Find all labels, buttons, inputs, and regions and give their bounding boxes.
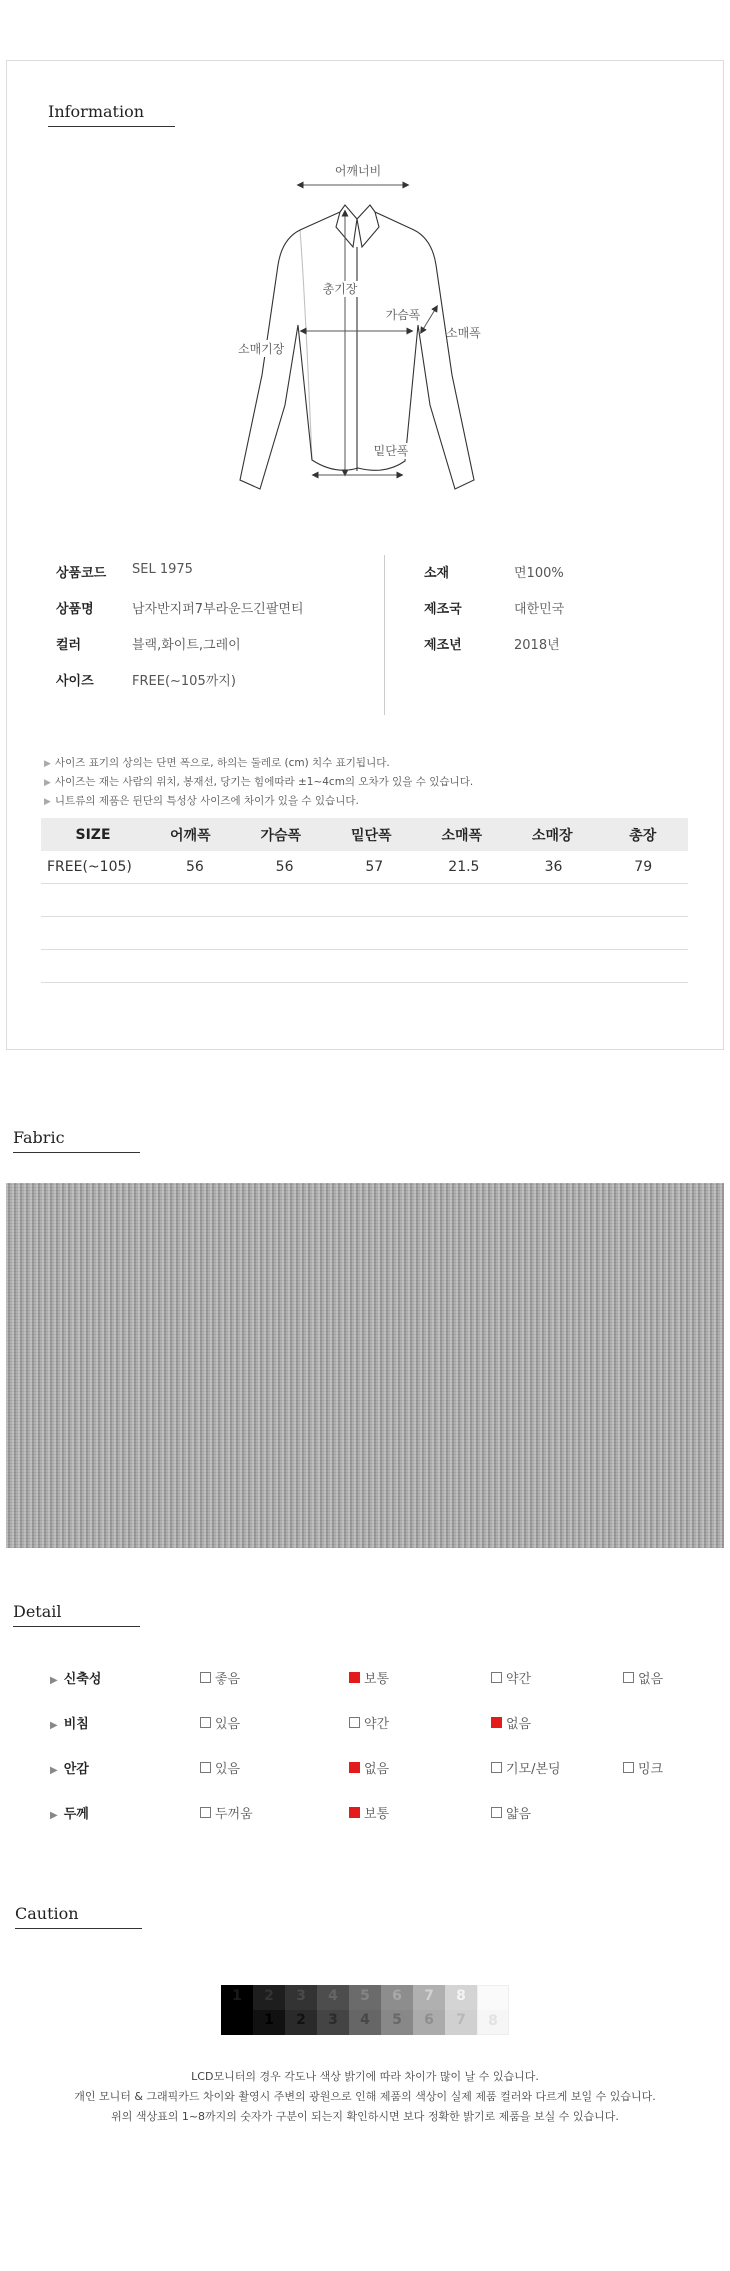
detail-option[interactable]: 기모/본딩 <box>491 1758 561 1777</box>
detail-label: ▶ 신축성 <box>50 1672 102 1687</box>
spec-key: 컬러 <box>56 638 82 653</box>
spec-key: 상품코드 <box>56 566 107 581</box>
detail-option[interactable]: 있음 <box>200 1713 240 1732</box>
table-row-empty <box>41 950 688 983</box>
detail-label: ▶ 비침 <box>50 1717 89 1732</box>
spec-value: 면100% <box>514 566 564 581</box>
fabric-swatch-image <box>6 1183 724 1548</box>
table-header-cell: 소매폭 <box>441 827 483 844</box>
size-table-header <box>41 818 688 851</box>
detail-option[interactable]: 없음 <box>491 1713 531 1732</box>
detail-option[interactable]: 좋음 <box>200 1668 240 1687</box>
table-row-empty <box>41 884 688 917</box>
caution-line: LCD모니터의 경우 각도나 색상 밝기에 따라 차이가 많이 날 수 있습니다. <box>191 2070 539 2083</box>
detail-option[interactable]: 없음 <box>349 1758 389 1777</box>
detail-title: Detail <box>13 1602 140 1627</box>
table-header-cell: 소매장 <box>531 827 573 844</box>
size-note: ▶ 니트류의 제품은 뒨단의 특성상 사이즈에 차이가 있을 수 있습니다. <box>44 795 359 807</box>
spec-key: 제조국 <box>424 602 462 617</box>
table-cell: 21.5 <box>448 859 480 875</box>
gray-swatch: 5 4 <box>349 1985 381 2035</box>
gray-scale-chart <box>221 1985 509 2035</box>
fabric-title: Fabric <box>13 1128 140 1153</box>
spec-value: SEL 1975 <box>132 562 193 577</box>
garment-diagram <box>200 155 530 505</box>
size-note: ▶ 사이즈 표기의 상의는 단면 폭으로, 하의는 둘레로 (cm) 치수 표기됩니다. <box>44 757 390 769</box>
detail-label: ▶ 두께 <box>50 1807 89 1822</box>
size-table <box>41 818 688 983</box>
gray-swatch: 8 7 <box>445 1985 477 2035</box>
detail-option[interactable]: 얇음 <box>491 1803 531 1822</box>
table-header-cell: 총장 <box>629 827 657 844</box>
table-cell: FREE(~105) <box>47 859 132 875</box>
detail-row-lining <box>0 1758 730 1782</box>
detail-option[interactable]: 없음 <box>623 1668 663 1687</box>
caution-line: 개인 모니터 & 그래픽카드 차이와 촬영시 주변의 광원으로 인해 제품의 색상이 실제 제품 컬러와 다르게 보일 수 있습니다. <box>74 2090 656 2103</box>
gray-swatch: 4 3 <box>317 1985 349 2035</box>
spec-value: 대한민국 <box>514 602 565 617</box>
detail-option[interactable]: 밍크 <box>623 1758 663 1777</box>
table-cell: 79 <box>634 859 653 875</box>
table-header-cell: 어깨폭 <box>170 827 211 844</box>
detail-option[interactable]: 약간 <box>491 1668 531 1687</box>
sleeve-length-label: 소매기장 <box>238 342 285 356</box>
table-header-cell: SIZE <box>75 826 111 843</box>
detail-label: ▶ 안감 <box>50 1762 89 1777</box>
total-length-label: 총기장 <box>322 282 358 296</box>
gray-swatch: 2 1 <box>253 1985 285 2035</box>
gray-swatch: 1 <box>221 1985 253 2035</box>
spec-value: FREE(~105까지) <box>132 674 236 689</box>
gray-swatch: 3 2 <box>285 1985 317 2035</box>
hem-label: 밑단폭 <box>373 444 409 458</box>
chest-label: 가슴폭 <box>385 308 421 322</box>
spec-value: 2018년 <box>514 638 560 653</box>
shoulder-label: 어깨너비 <box>334 164 382 178</box>
spec-value: 블랙,화이트,그레이 <box>132 638 241 653</box>
table-header-cell: 가슴폭 <box>260 827 302 844</box>
spec-key: 상품명 <box>56 602 94 617</box>
sleeve-width-label: 소매폭 <box>446 326 481 340</box>
detail-option[interactable]: 두꺼움 <box>200 1803 253 1822</box>
detail-row-thickness <box>0 1803 730 1827</box>
table-row-empty <box>41 917 688 950</box>
detail-option[interactable]: 보통 <box>349 1668 389 1687</box>
detail-option[interactable]: 있음 <box>200 1758 240 1777</box>
gray-swatch: 8 <box>477 1985 509 2035</box>
information-title: Information <box>48 102 175 127</box>
size-note: ▶ 사이즈는 재는 사람의 위치, 봉재선, 당기는 힘에따라 ±1~4cm의 오차가 있을 수 있습니다. <box>44 776 474 788</box>
detail-row-elasticity <box>0 1668 730 1692</box>
table-row <box>41 851 688 884</box>
spec-divider <box>384 555 385 715</box>
detail-option[interactable]: 약간 <box>349 1713 389 1732</box>
table-cell: 57 <box>365 859 384 875</box>
table-header-cell: 밑단폭 <box>350 827 392 844</box>
detail-row-sheerness <box>0 1713 730 1737</box>
spec-key: 제조년 <box>424 638 462 653</box>
gray-swatch: 7 6 <box>413 1985 445 2035</box>
caution-title: Caution <box>15 1904 142 1929</box>
gray-swatch: 6 5 <box>381 1985 413 2035</box>
table-cell: 56 <box>186 859 204 875</box>
table-cell: 36 <box>544 859 563 875</box>
caution-line: 위의 색상표의 1~8까지의 숫자가 구분이 되는지 확인하시면 보다 정확한 밝기로 제품을 보실 수 있습니다. <box>111 2110 619 2123</box>
spec-value: 남자반지퍼7부라운드긴팔면티 <box>132 602 304 617</box>
detail-option[interactable]: 보통 <box>349 1803 389 1822</box>
spec-key: 사이즈 <box>56 674 94 689</box>
table-cell: 56 <box>275 859 294 875</box>
spec-key: 소재 <box>424 566 450 581</box>
